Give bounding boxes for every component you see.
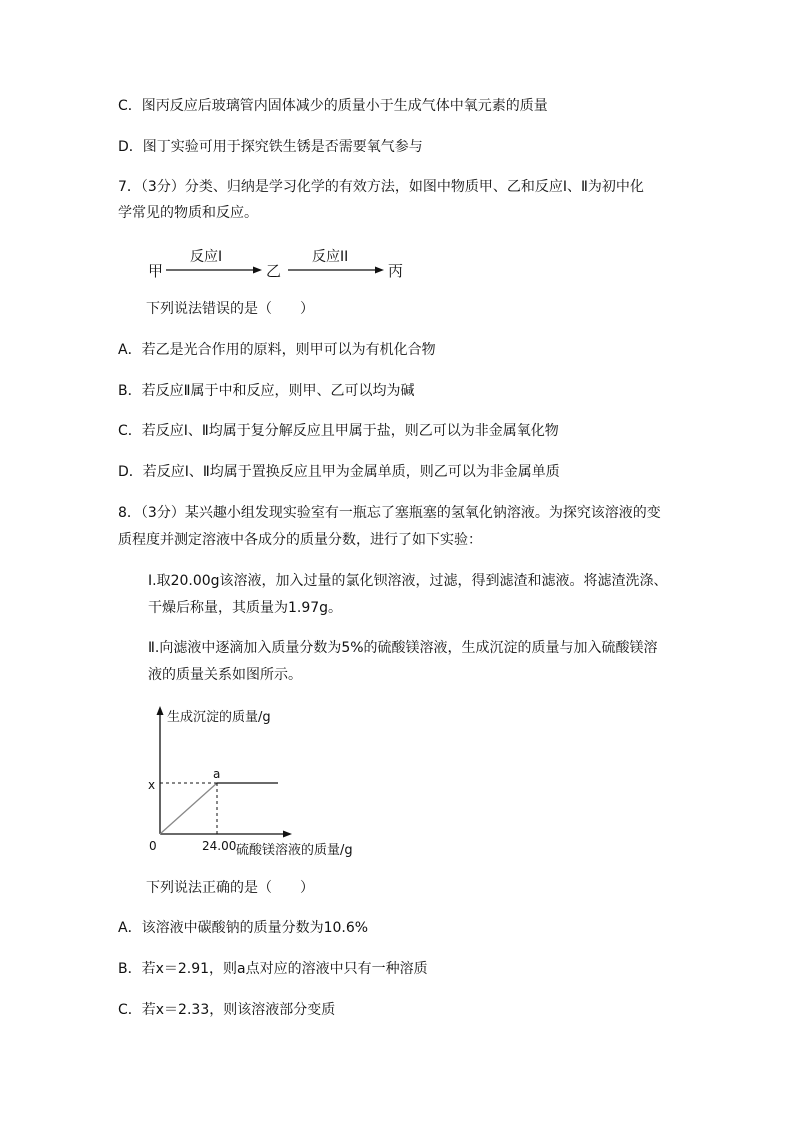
flow-node-mid: 乙 <box>266 262 282 280</box>
q7-stem-line-1: 7．（3分）分类、归纳是学习化学的有效方法，如图中物质甲、乙和反应Ⅰ、Ⅱ为初中化 <box>118 179 644 195</box>
reaction-flow-diagram <box>140 240 440 280</box>
q6-option-c: C．图丙反应后玻璃管内固体减少的质量小于生成气体中氧元素的质量 <box>118 98 548 114</box>
rising-segment <box>160 783 217 834</box>
q7-option-b: B．若反应Ⅱ属于中和反应，则甲、乙可以均为碱 <box>118 383 415 399</box>
precipitate-mass-chart <box>140 702 380 862</box>
q8-step-2-line-1: Ⅱ.向滤液中逐滴加入质量分数为5%的硫酸镁溶液，生成沉淀的质量与加入硫酸镁溶 <box>148 640 658 656</box>
q8-option-c: C．若x＝2.33，则该溶液部分变质 <box>118 1002 336 1018</box>
x-tick-label: 24.00 <box>202 839 237 853</box>
q7-option-a: A．若乙是光合作用的原料，则甲可以为有机化合物 <box>118 342 436 358</box>
origin-label: 0 <box>149 839 157 853</box>
q8-step-1-line-2: 干燥后称量，其质量为1.97g。 <box>148 600 343 616</box>
q8-stem-line-2: 质程度并测定溶液中各成分的质量分数，进行了如下实验： <box>118 532 482 548</box>
y-axis-label: 生成沉淀的质量/g <box>167 710 271 725</box>
flow-arrowhead-2 <box>375 267 384 274</box>
flow-arrow-2-label: 反应II <box>312 249 349 265</box>
q8-step-1-line-1: Ⅰ.取20.00g该溶液，加入过量的氯化钡溶液，过滤，得到滤渣和滤液。将滤渣洗涤、 <box>148 573 668 589</box>
q8-option-b: B．若x＝2.91，则a点对应的溶液中只有一种溶质 <box>118 961 428 977</box>
flow-node-end: 丙 <box>388 262 404 280</box>
q7-question-prompt: 下列说法错误的是（ ） <box>146 301 314 317</box>
q8-stem-line-1: 8．（3分）某兴趣小组发现实验室有一瓶忘了塞瓶塞的氢氧化钠溶液。为探究该溶液的变 <box>118 505 661 521</box>
flow-node-start: 甲 <box>148 262 164 280</box>
q7-option-c: C．若反应Ⅰ、Ⅱ均属于复分解反应且甲属于盐，则乙可以为非金属氧化物 <box>118 423 559 439</box>
q8-question-prompt: 下列说法正确的是（ ） <box>146 880 314 896</box>
q7-option-d: D．若反应Ⅰ、Ⅱ均属于置换反应且甲为金属单质，则乙可以为非金属单质 <box>118 464 560 480</box>
y-tick-label: x <box>148 778 156 792</box>
q6-option-d: D．图丁实验可用于探究铁生锈是否需要氧气参与 <box>118 139 423 155</box>
q8-option-a: A．该溶液中碳酸钠的质量分数为10.6% <box>118 920 369 936</box>
x-axis-arrowhead <box>283 831 292 838</box>
q7-stem-line-2: 学常见的物质和反应。 <box>118 205 258 221</box>
q8-step-2-line-2: 液的质量关系如图所示。 <box>148 667 302 683</box>
flow-arrowhead-1 <box>253 267 262 274</box>
point-a-label: a <box>213 767 221 781</box>
x-axis-label: 硫酸镁溶液的质量/g <box>236 843 353 858</box>
flow-arrow-1-label: 反应I <box>190 249 223 265</box>
y-axis-arrowhead <box>157 706 164 715</box>
